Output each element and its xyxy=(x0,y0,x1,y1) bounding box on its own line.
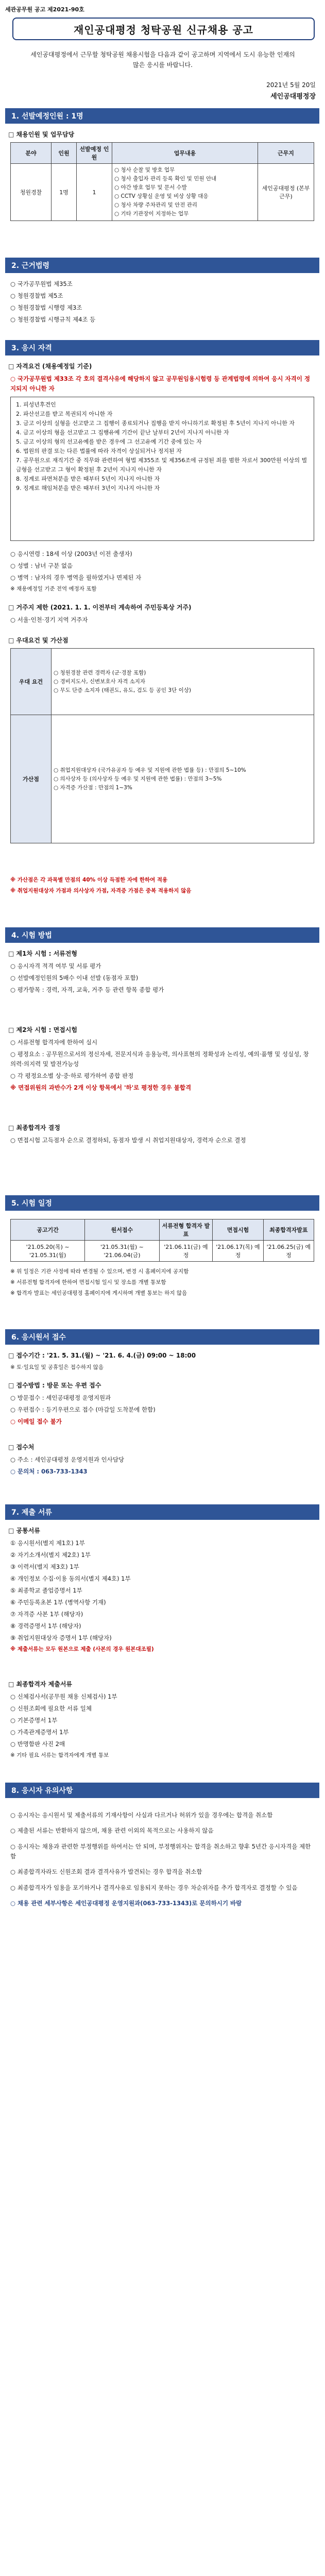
schedule-note: ※ 서류전형 합격자에 한하여 면접시험 일시 및 장소를 개별 통보함 xyxy=(10,1279,166,1285)
addpoint-value: ○ 청원경찰 관련 경력자 (군·경찰 포함) ○ 경비지도사, 신변보호사 자격 소지자 ○ 무도 단증 소지자 (태권도, 유도, 검도 등 공인 3단 이상) xyxy=(52,649,314,715)
addpoint-note: ※ 취업지원대상자 가점과 의사상자 가점, 자격증 가점은 중복 적용하지 않음 xyxy=(10,888,192,894)
duty-item: ○ 야간 방호 업무 및 문서 수발 xyxy=(114,184,187,191)
addpoint-value: ○ 취업지원대상자 (국가유공자 등 예우 및 지원에 관한 법률 등) : 만점의 5~10% ○ 의사상자 등 (의사상자 등 예우 및 지원에 관한 법률) : 만점의 3~5% ○ 자격증 가산점 : 만점의 1~3% xyxy=(52,715,314,843)
schedule-cell: '21.06.17(목) 예정 xyxy=(213,1241,263,1262)
final-doc-item: ○ 반명함판 사진 2매 xyxy=(10,1740,65,1748)
schedule-cell: '21.05.31(월) ~ '21.06.04(금) xyxy=(85,1241,159,1262)
step1-item: ○ 평가항목 : 경력, 자격, 교육, 거주 등 관련 항목 종합 평가 xyxy=(10,986,164,993)
docs-common-list xyxy=(10,1538,314,1656)
addpoint-table xyxy=(10,648,314,843)
section-8-header: 8. 응시자 유의사항 xyxy=(5,1783,319,1798)
duty-item: ○ 청사 순찰 및 방호 업무 xyxy=(114,167,175,173)
th-duties: 업무내용 xyxy=(112,143,258,164)
doc-item: ⑨ 취업지원대상자 증명서 1부 (해당자) xyxy=(10,1634,112,1641)
qualify-main xyxy=(10,374,314,396)
section-4-header: 4. 시험 방법 xyxy=(5,927,319,943)
addpoint-note: ※ 가산점은 각 과목별 만점의 40% 이상 득점한 자에 한하여 적용 xyxy=(10,877,168,883)
doc-item: ⑧ 경력증명서 1부 (해당자) xyxy=(10,1622,81,1630)
addpoint-label: 가산점 xyxy=(11,715,52,843)
schedule-note: ※ 위 일정은 기관 사정에 따라 변경될 수 있으며, 변경 시 홈페이지에 공지함 xyxy=(10,1268,189,1275)
duty-item: ○ 기타 기관장이 지정하는 업무 xyxy=(114,211,189,217)
docs-final-list xyxy=(10,1692,314,1762)
th-sel: 선발예정 인원 xyxy=(77,143,112,164)
note-item: ○ 제출된 서류는 반환하지 않으며, 채용 관련 이외의 목적으로는 사용하지 않음 xyxy=(10,1827,214,1834)
disqualify-item: 9. 징계로 해임처분을 받은 때부터 3년이 지나지 아니한 자 xyxy=(16,485,160,492)
military-note: ※ 채용예정일 기준 전역 예정자 포함 xyxy=(10,586,97,592)
duty-item: ○ CCTV 상황실 운영 및 비상 상황 대응 xyxy=(114,193,209,199)
schedule-table xyxy=(10,1219,314,1262)
military-req: ○ 병역 : 남자의 경우 병역을 필하였거나 면제된 자 xyxy=(10,574,142,581)
doc-note: ※ 제출서류는 모두 원본으로 제출 (사본의 경우 원본대조필) xyxy=(10,1646,154,1652)
final-title: □ 최종합격자 결정 xyxy=(8,1124,60,1131)
doc-item: ③ 이력서(별지 제3호) 1부 xyxy=(10,1563,79,1570)
law-item: ○ 청원경찰법 제5조 xyxy=(10,292,63,299)
address-list xyxy=(10,1455,314,1479)
note-item: ○ 최종합격자라도 신원조회 결과 결격사유가 발견되는 경우 합격을 취소함 xyxy=(10,1868,202,1875)
schedule-header: 원서접수 xyxy=(85,1219,159,1241)
step2-list xyxy=(10,1038,314,1095)
cell-sel: 1 xyxy=(77,164,112,221)
step1-item: ○ 응시자격 적격 여부 및 서류 평가 xyxy=(10,962,101,970)
notes-list xyxy=(10,1804,314,1914)
disqualify-item: 4. 금고 이상의 형을 선고받고 그 집행유예 기간이 끝난 날부터 2년이 지나지 아니한 자 xyxy=(16,429,229,436)
schedule-notes xyxy=(10,1267,314,1300)
law-item: ○ 국가공무원법 제35조 xyxy=(10,280,73,287)
doc-item: ⑤ 최종학교 졸업증명서 1부 xyxy=(10,1587,82,1594)
address-title: □ 접수처 xyxy=(8,1444,35,1451)
disqualify-item: 3. 금고 이상의 실형을 선고받고 그 집행이 종료되거나 집행을 받지 아니하기로 확정된 후 5년이 지나지 아니한 자 xyxy=(16,420,295,427)
docs-final-title: □ 최종합격자 제출서류 xyxy=(8,1681,73,1688)
sex-req: ○ 성별 : 남녀 구분 없음 xyxy=(10,562,73,569)
final-text: ○ 면접시험 고득점자 순으로 결정하되, 동점자 발생 시 취업지원대상자, 경력자 순으로 결정 xyxy=(10,1137,246,1144)
cell-field: 청원경찰 xyxy=(11,164,52,221)
contact-text: ○ 문의처 : 063-733-1343 xyxy=(10,1468,88,1475)
schedule-cell: '21.06.11(금) 예정 xyxy=(159,1241,213,1262)
docs-common-title: □ 공통서류 xyxy=(8,1527,40,1534)
final-doc-item: ○ 신체검사서(공무원 채용 신체검사) 1부 xyxy=(10,1693,117,1700)
doc-item: ⑥ 주민등록초본 1부 (병역사항 기재) xyxy=(10,1599,106,1606)
section-6-header: 6. 응시원서 접수 xyxy=(5,1329,319,1345)
doc-item: ① 응시원서(별지 제1호) 1부 xyxy=(10,1539,85,1547)
intro-text: 세인공대평정에서 근무할 청탁공원 채용시험을 다음과 같이 공고하며 지역에서 도시 유능한 인재의 많은 응시를 바랍니다. xyxy=(30,51,295,69)
section-5-header: 5. 시험 일정 xyxy=(5,1195,319,1211)
law-list xyxy=(10,279,314,327)
apply-period-note: ※ 토·일요일 및 공휴일은 접수하지 않음 xyxy=(10,1364,104,1370)
note-item: ○ 최종합격자가 임용을 포기하거나 결격사유로 임용되지 못하는 경우 차순위자를 추가 합격자로 결정할 수 있음 xyxy=(10,1884,298,1891)
age-req: ○ 응시연령 : 18세 이상 (2003년 이전 출생자) xyxy=(10,550,132,557)
step2-item: ○ 각 평정요소별 상·중·하로 평가하여 종합 판정 xyxy=(10,1072,134,1079)
notice-number: 세관공무원 공고 제2021-90호 xyxy=(5,6,84,13)
residence-text: ○ 서울·인천·경기 지역 거주자 xyxy=(10,616,88,623)
final-doc-item: ○ 신원조회에 필요한 서류 일체 xyxy=(10,1705,92,1712)
doc-item: ⑦ 자격증 사본 1부 (해당자) xyxy=(10,1611,83,1618)
th-field: 분야 xyxy=(11,143,52,164)
disqualify-item: 6. 법원의 판결 또는 다른 법률에 따라 자격이 상실되거나 정지된 자 xyxy=(16,448,182,454)
schedule-header: 서류전형 합격자 발표 xyxy=(159,1219,213,1241)
schedule-header: 최종합격자발표 xyxy=(263,1219,314,1241)
section-1-header: 1. 선발예정인원 : 1명 xyxy=(5,108,319,124)
step2-item: ○ 서류전형 합격자에 한하여 실시 xyxy=(10,1039,98,1046)
schedule-header: 공고기간 xyxy=(11,1219,85,1241)
addpoint-title: □ 우대요건 및 가산점 xyxy=(8,637,69,644)
doc-item: ② 자기소개서(별지 제2호) 1부 xyxy=(10,1551,91,1558)
disqualify-item: 2. 파산선고를 받고 복권되지 아니한 자 xyxy=(16,411,113,417)
doc-item: ④ 개인정보 수집·이용 동의서(별지 제4호) 1부 xyxy=(10,1575,131,1582)
step1-item: ○ 선발예정인원의 5배수 이내 선발 (동점자 포함) xyxy=(10,974,139,981)
step1-list xyxy=(10,961,314,997)
section-2-header: 2. 근거법령 xyxy=(5,258,319,273)
note-item: ○ 응시자는 채용과 관련한 부정행위를 하여서는 안 되며, 부정행위자는 합격을 취소하고 향후 5년간 응시자격을 제한함 xyxy=(10,1842,311,1860)
law-item: ○ 청원경찰법 시행령 제3조 xyxy=(10,304,82,311)
page-title: 재인공대평정 청탁공원 신규채용 공고 xyxy=(73,23,253,36)
cell-place: 세인공대평정 (본부 근무) xyxy=(258,164,314,221)
qualify-other xyxy=(10,549,314,596)
step2-title: □ 제2차 시험 : 면접시험 xyxy=(8,1026,77,1033)
title-box xyxy=(12,18,315,40)
disqualify-box xyxy=(10,397,314,541)
step2-item: ○ 평정요소 : 공무원으로서의 정신자세, 전문지식과 응용능력, 의사표현의 정확성과 논리성, 예의·품행 및 성실성, 창의력·의지력 및 발전가능성 xyxy=(10,1050,309,1067)
note-item: ○ 채용 관련 세부사항은 세인공대평정 운영지원과(063-733-1343)로 문의하시기 바람 xyxy=(10,1900,242,1907)
residence-title: □ 거주지 제한 (2021. 1. 1. 이전부터 계속하여 주민등록상 거주) xyxy=(8,604,192,611)
step1-title: □ 제1차 시험 : 서류전형 xyxy=(8,950,77,957)
final-doc-note: ※ 기타 필요 서류는 합격자에게 개별 통보 xyxy=(10,1752,109,1758)
address-text: ○ 주소 : 세인공대평정 운영지원과 인사담당 xyxy=(10,1456,125,1463)
cell-count: 1명 xyxy=(52,164,77,221)
addpoint-notes xyxy=(10,876,314,897)
apply-method-list xyxy=(10,1393,314,1429)
section-3-header: 3. 응시 자격 xyxy=(5,340,319,355)
qualify-title: □ 자격요건 (채용예정일 기준) xyxy=(8,363,92,370)
apply-period: □ 접수기간 : '21. 5. 31.(월) ~ '21. 6. 4.(금) 09:00 ~ 18:00 xyxy=(8,1352,196,1359)
duty-item: ○ 청사 차량 주차관리 및 안전 관리 xyxy=(114,202,198,208)
th-count: 인원 xyxy=(52,143,77,164)
final-doc-item: ○ 기본증명서 1부 xyxy=(10,1717,58,1724)
apply-method-title: □ 접수방법 : 방문 또는 우편 접수 xyxy=(8,1382,101,1389)
section-7-header: 7. 제출 서류 xyxy=(5,1504,319,1520)
apply-method-item: ○ 우편접수 : 등기우편으로 접수 (마감일 도착분에 한함) xyxy=(10,1406,156,1413)
qualify-line: ○ 국가공무원법 제33조 각 호의 결격사유에 해당하지 않고 공무원임용시험령 등 관계법령에 의하여 응시 자격이 정지되지 아니한 자 xyxy=(10,375,310,392)
th-place: 근무지 xyxy=(258,143,314,164)
law-item: ○ 청원경찰법 시행규칙 제4조 등 xyxy=(10,316,96,323)
apply-method-item: ○ 방문접수 : 세인공대평정 운영지원과 xyxy=(10,1394,111,1401)
section-1-sub: □ 채용인원 및 업무담당 xyxy=(8,131,75,138)
addpoint-label: 우대 요건 xyxy=(11,649,52,715)
disqualify-item: 5. 금고 이상의 형의 선고유예를 받은 경우에 그 선고유예 기간 중에 있는 자 xyxy=(16,438,202,445)
announce-date: 2021년 5월 20일 xyxy=(266,81,316,89)
recruit-table xyxy=(10,142,314,221)
schedule-cell: '21.05.20(목) ~ '21.05.31(월) xyxy=(11,1241,85,1262)
cell-duties xyxy=(112,164,258,221)
note-item: ○ 응시자는 응시원서 및 제출서류의 기재사항이 사실과 다르거나 허위가 있을 경우에는 합격을 취소함 xyxy=(10,1811,273,1819)
schedule-header: 면접시험 xyxy=(213,1219,263,1241)
disqualify-item: 8. 징계로 파면처분을 받은 때부터 5년이 지나지 아니한 자 xyxy=(16,476,160,482)
final-doc-item: ○ 가족관계증명서 1부 xyxy=(10,1728,69,1736)
duty-item: ○ 청사 출입자 관리 등록 확인 및 민원 안내 xyxy=(114,176,217,182)
disqualify-item: 1. 피성년후견인 xyxy=(16,401,56,408)
announce-org: 세인공대평정장 xyxy=(270,93,316,100)
schedule-cell: '21.06.25(금) 예정 xyxy=(263,1241,314,1262)
step2-item: ※ 면접위원의 과반수가 2개 이상 항목에서 '하'로 평정한 경우 불합격 xyxy=(10,1084,192,1091)
schedule-note: ※ 합격자 발표는 세인공대평정 홈페이지에 게시하며 개별 통보는 하지 않음 xyxy=(10,1290,187,1296)
apply-method-item: ○ 이메일 접수 불가 xyxy=(10,1418,62,1425)
disqualify-item: 7. 공무원으로 재직기간 중 직무와 관련하여 형법 제355조 및 제356조에 규정된 죄를 범한 자로서 300만원 이상의 벌금형을 선고받고 그 형이 확정된 후 2년이 지나지 아니한 자 xyxy=(16,457,307,473)
